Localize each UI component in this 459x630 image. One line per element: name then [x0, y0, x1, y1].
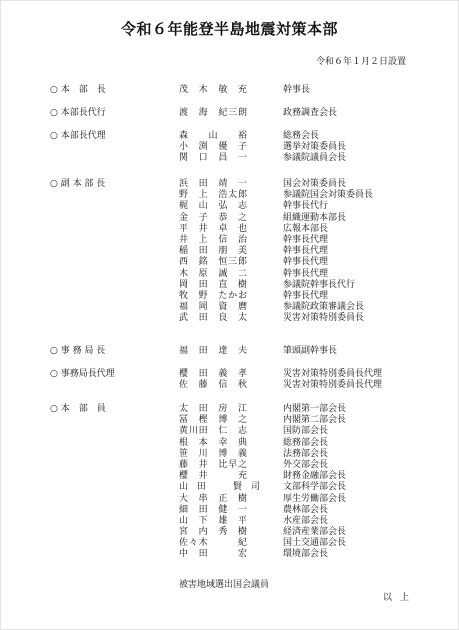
member-name: 藤 井 比早之: [179, 459, 247, 470]
member-post: 災害対策特別委員長代理: [283, 380, 383, 391]
member-name: 根 本 幸 典: [179, 437, 247, 448]
member-name: 櫻 田 義 孝: [179, 369, 247, 379]
member-name: 冨 樫 博 之: [179, 415, 247, 426]
member-name: 宮 内 秀 樹: [179, 527, 247, 538]
member-name: 茂 木 敏 充: [179, 85, 247, 95]
member-name: 中 田 宏: [179, 549, 247, 560]
member-post: 外交部会長: [283, 459, 329, 470]
member-post: 広報本部長: [283, 223, 329, 234]
member-post: 環境部会長: [283, 549, 329, 560]
member-post: 文部科学部会長: [283, 482, 347, 493]
member-post: 総務会長: [283, 131, 320, 141]
member-name: 笹 川 博 義: [179, 448, 247, 459]
member-name: 渡 海 紀三朗: [179, 108, 247, 118]
member-name: 関 口 昌 一: [179, 153, 247, 164]
member-post: 内閣第二部会長: [283, 415, 347, 426]
member-post: 筆頭副幹事長: [283, 346, 338, 356]
member-post: 法務部会長: [283, 448, 329, 459]
role-label: ○ 本部長代行: [50, 108, 106, 118]
member-name: 小 渕 優 子: [179, 142, 247, 153]
member-post: 国土交通部会長: [283, 538, 347, 549]
member-name: 黄川田 仁 志: [179, 426, 247, 437]
role-label: ○ 副 本 部 長: [50, 179, 106, 189]
member-name: 井 上 信 治: [179, 234, 247, 245]
member-name: 稲 田 朋 美: [179, 246, 247, 257]
member-name: 野 上 浩太郎: [179, 190, 247, 201]
member-name: 佐々木 紀: [179, 538, 247, 549]
member-post: 災害対策特別委員長: [283, 313, 365, 324]
role-label: ○ 事 務 局 長: [50, 346, 106, 356]
closing-mark: 以上: [383, 593, 418, 603]
member-post: 組織運動本部長: [283, 212, 347, 223]
member-name: 金 子 恭 之: [179, 212, 247, 223]
role-label: ○ 本 部 員: [50, 404, 106, 414]
member-post: 幹事長: [283, 85, 311, 95]
member-post: 国防部会長: [283, 426, 329, 437]
footer-note: 被害地域選出国会議員: [179, 580, 270, 590]
role-label: ○ 本 部 長: [50, 85, 106, 95]
member-name: 福 田 達 夫: [179, 346, 247, 356]
role-label: ○ 事務局長代理: [50, 369, 115, 379]
member-post: 国会対策委員長: [283, 179, 347, 189]
member-name: 平 井 卓 也: [179, 223, 247, 234]
member-name: 牧 野 たかお: [179, 290, 247, 301]
member-post: 経済産業部会長: [283, 527, 347, 538]
member-post: 農林部会長: [283, 504, 329, 515]
member-name: 佐 藤 信 秋: [179, 380, 247, 391]
member-post: 幹事長代理: [283, 290, 329, 301]
member-name: 太 田 房 江: [179, 404, 247, 414]
member-post: 災害対策特別委員長代理: [283, 369, 383, 379]
role-label: ○ 本部長代理: [50, 131, 106, 141]
member-post: 参議院国会対策委員長: [283, 190, 374, 201]
member-name: 福 岡 資 麿: [179, 302, 247, 313]
member-post: 幹事長代行: [283, 201, 329, 212]
member-post: 選挙対策委員長: [283, 142, 347, 153]
member-name: 櫻 井 充: [179, 471, 247, 482]
member-post: 参議院議員会長: [283, 153, 347, 164]
member-name: 浜 田 靖 一: [179, 179, 247, 189]
member-name: 細 田 健 一: [179, 504, 247, 515]
member-post: 総務部会長: [283, 437, 329, 448]
member-name: 岡 田 直 樹: [179, 279, 247, 290]
page-title: 令和６年能登半島地震対策本部: [120, 20, 338, 38]
member-post: 厚生労働部会長: [283, 493, 347, 504]
member-name: 山 下 雄 平: [179, 515, 247, 526]
member-post: 財務金融部会長: [283, 471, 347, 482]
member-name: 大 串 正 樹: [179, 493, 247, 504]
member-post: 幹事長代理: [283, 234, 329, 245]
member-name: 木 原 誠 二: [179, 268, 247, 279]
member-post: 内閣第一部会長: [283, 404, 347, 414]
member-name: 武 田 良 太: [179, 313, 247, 324]
member-post: 幹事長代理: [283, 268, 329, 279]
member-name: 梶 山 弘 志: [179, 201, 247, 212]
member-name: 山 田 賢 司: [179, 482, 261, 493]
member-post: 参議院幹事長代行: [283, 279, 356, 290]
member-post: 参議院政策審議会長: [283, 302, 365, 313]
member-post: 政務調査会長: [283, 108, 338, 118]
member-post: 水産部会長: [283, 515, 329, 526]
member-name: 西 銘 恒三郎: [179, 257, 247, 268]
member-name: 森 山 裕: [179, 131, 247, 141]
established-date: 令和６年１月２日設置: [315, 57, 406, 67]
member-post: 幹事長代理: [283, 257, 329, 268]
member-post: 幹事長代理: [283, 246, 329, 257]
